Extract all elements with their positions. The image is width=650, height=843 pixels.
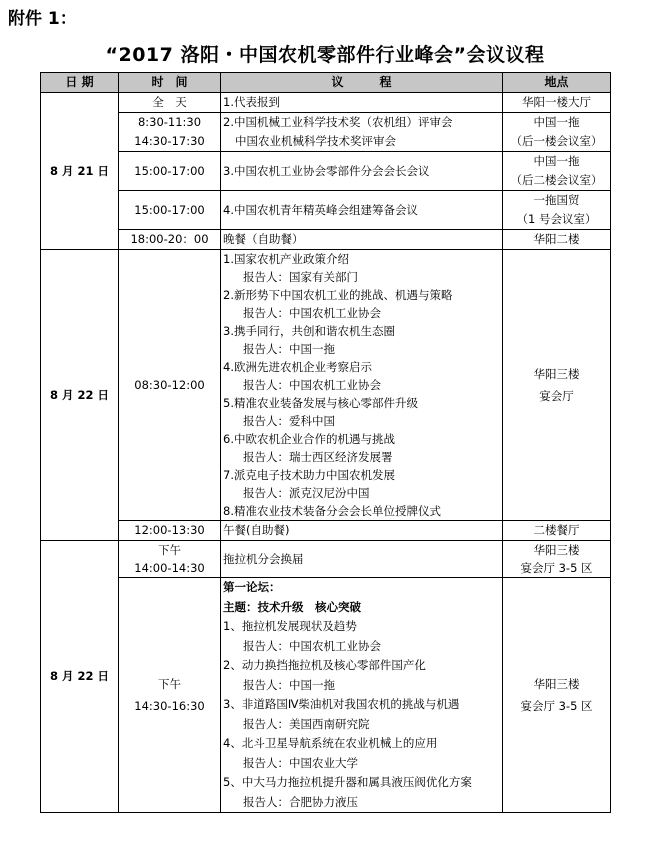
agenda-item-reporter: 报告人：中国一拖 [243,677,335,692]
venue-line: 一拖国贸 [533,193,580,207]
venue-cell [503,250,611,521]
agenda-line: 中国农业机械科学技术奖评审会 [235,134,396,148]
venue-line: （后二楼会议室） [510,173,603,187]
agenda-cell [221,578,503,813]
venue-cell: 华阳二楼 [503,230,611,250]
table-row [41,578,611,813]
header-date: 日 期 [41,73,119,93]
venue-cell: 华阳一楼大厅 [503,93,611,113]
agenda-item-title: 7.派克电子技术助力中国农机发展 [223,468,395,482]
venue-line: 宴会厅 [539,389,574,403]
agenda-cell: 晚餐（自助餐） [221,230,503,250]
agenda-cell: 拖拉机分会换届 [221,541,503,578]
time-cell: 12:00-13:30 [119,521,221,541]
venue-cell [503,152,611,191]
agenda-item-title: 4.欧洲先进农机企业考察启示 [223,360,372,374]
agenda-line: 2.中国机械工业科学技术奖（农机组）评审会 [223,115,453,129]
agenda-item-reporter: 报告人：中国农机工业协会 [243,638,381,653]
time-line: 14:30-16:30 [134,699,205,713]
table-row [41,152,611,191]
agenda-item-reporter: 报告人：派克汉尼汾中国 [243,486,370,500]
agenda-item-title: 1、拖拉机发展现状及趋势 [223,619,357,633]
table-row [41,230,611,250]
agenda-cell: 午餐(自助餐) [221,521,503,541]
agenda-cell [221,113,503,152]
agenda-item-reporter: 报告人：中国农机工业协会 [243,306,381,320]
agenda-item-reporter: 报告人：瑞士西区经济发展署 [243,450,393,464]
date-cell: 8 月 22 日 [41,541,119,813]
time-line: 下午 [158,677,181,691]
venue-line: 华阳三楼 [533,367,580,381]
date-cell: 8 月 21 日 [41,93,119,250]
time-cell: 全 天 [119,93,221,113]
header-time: 时 间 [119,73,221,93]
agenda-cell: 4.中国农机青年精英峰会组建筹备会议 [221,191,503,230]
table-row [41,113,611,152]
table-row [41,250,611,521]
venue-line: 华阳三楼 [533,677,580,691]
agenda-cell [221,250,503,521]
agenda-item-title: 4、北斗卫星导航系统在农业机械上的应用 [223,736,438,750]
time-line: 下午 [158,543,181,557]
agenda-item-title: 2.新形势下中国农机工业的挑战、机遇与策略 [223,288,453,302]
agenda-item-title: 6.中欧农机企业合作的机遇与挑战 [223,432,395,446]
time-cell [119,578,221,813]
venue-cell: 二楼餐厅 [503,521,611,541]
time-cell: 15:00-17:00 [119,191,221,230]
table-header-row [41,73,611,93]
table-row [41,521,611,541]
table-row [41,191,611,230]
venue-cell [503,113,611,152]
agenda-item-reporter: 报告人：美国西南研究院 [243,716,370,731]
header-agenda: 议 程 [221,73,503,93]
table-row [41,541,611,578]
venue-cell [503,541,611,578]
venue-line: 中国一拖 [533,115,580,129]
agenda-item-reporter: 报告人：中国农业大学 [243,755,358,770]
page-title: “2017 洛阳・中国农机零部件行业峰会”会议议程 [105,44,545,66]
agenda-item-title: 3、非道路国Ⅳ柴油机对我国农机的挑战与机遇 [223,697,460,711]
agenda-item-title: 1.国家农机产业政策介绍 [223,252,349,266]
agenda-cell: 3.中国农机工业协会零部件分会会长会议 [221,152,503,191]
time-cell: 08:30-12:00 [119,250,221,521]
header-venue: 地点 [503,73,611,93]
agenda-table [40,72,611,813]
venue-line: （1 号会议室） [516,212,597,226]
attachment-label: 附件 1： [8,9,77,29]
time-line: 14:30-17:30 [134,134,205,148]
date-cell: 8 月 22 日 [41,250,119,541]
forum-title: 第一论坛： [223,580,281,594]
venue-line: 宴会厅 3-5 区 [520,699,593,713]
agenda-item-reporter: 报告人：中国农机工业协会 [243,378,381,392]
agenda-item-title: 8.精准农业技术装备分会会长单位授牌仪式 [223,504,441,518]
venue-line: 中国一拖 [533,154,580,168]
agenda-cell: 1.代表报到 [221,93,503,113]
agenda-item-reporter: 报告人：合肥协力液压 [243,794,358,809]
agenda-item-title: 2、动力换挡拖拉机及核心零部件国产化 [223,658,426,672]
venue-cell [503,578,611,813]
forum-theme: 主题：技术升级 核心突破 [223,599,361,614]
venue-cell [503,191,611,230]
venue-line: 华阳三楼 [533,543,580,557]
time-line: 14:00-14:30 [134,561,205,575]
agenda-item-title: 5.精准农业装备发展与核心零部件升级 [223,396,418,410]
time-cell [119,541,221,578]
table-row [41,93,611,113]
time-line: 8:30-11:30 [137,115,202,129]
agenda-item-title: 5、中大马力拖拉机提升器和属具液压阀优化方案 [223,775,472,789]
agenda-item-reporter: 报告人：中国一拖 [243,342,335,356]
venue-line: 宴会厅 3-5 区 [520,561,593,575]
time-cell: 15:00-17:00 [119,152,221,191]
agenda-item-reporter: 报告人：国家有关部门 [243,270,358,284]
time-cell [119,113,221,152]
venue-line: （后一楼会议室） [510,134,603,148]
agenda-item-reporter: 报告人：爱科中国 [243,414,335,428]
time-cell: 18:00-20：00 [119,230,221,250]
agenda-item-title: 3.携手同行，共创和谐农机生态圈 [223,324,395,338]
